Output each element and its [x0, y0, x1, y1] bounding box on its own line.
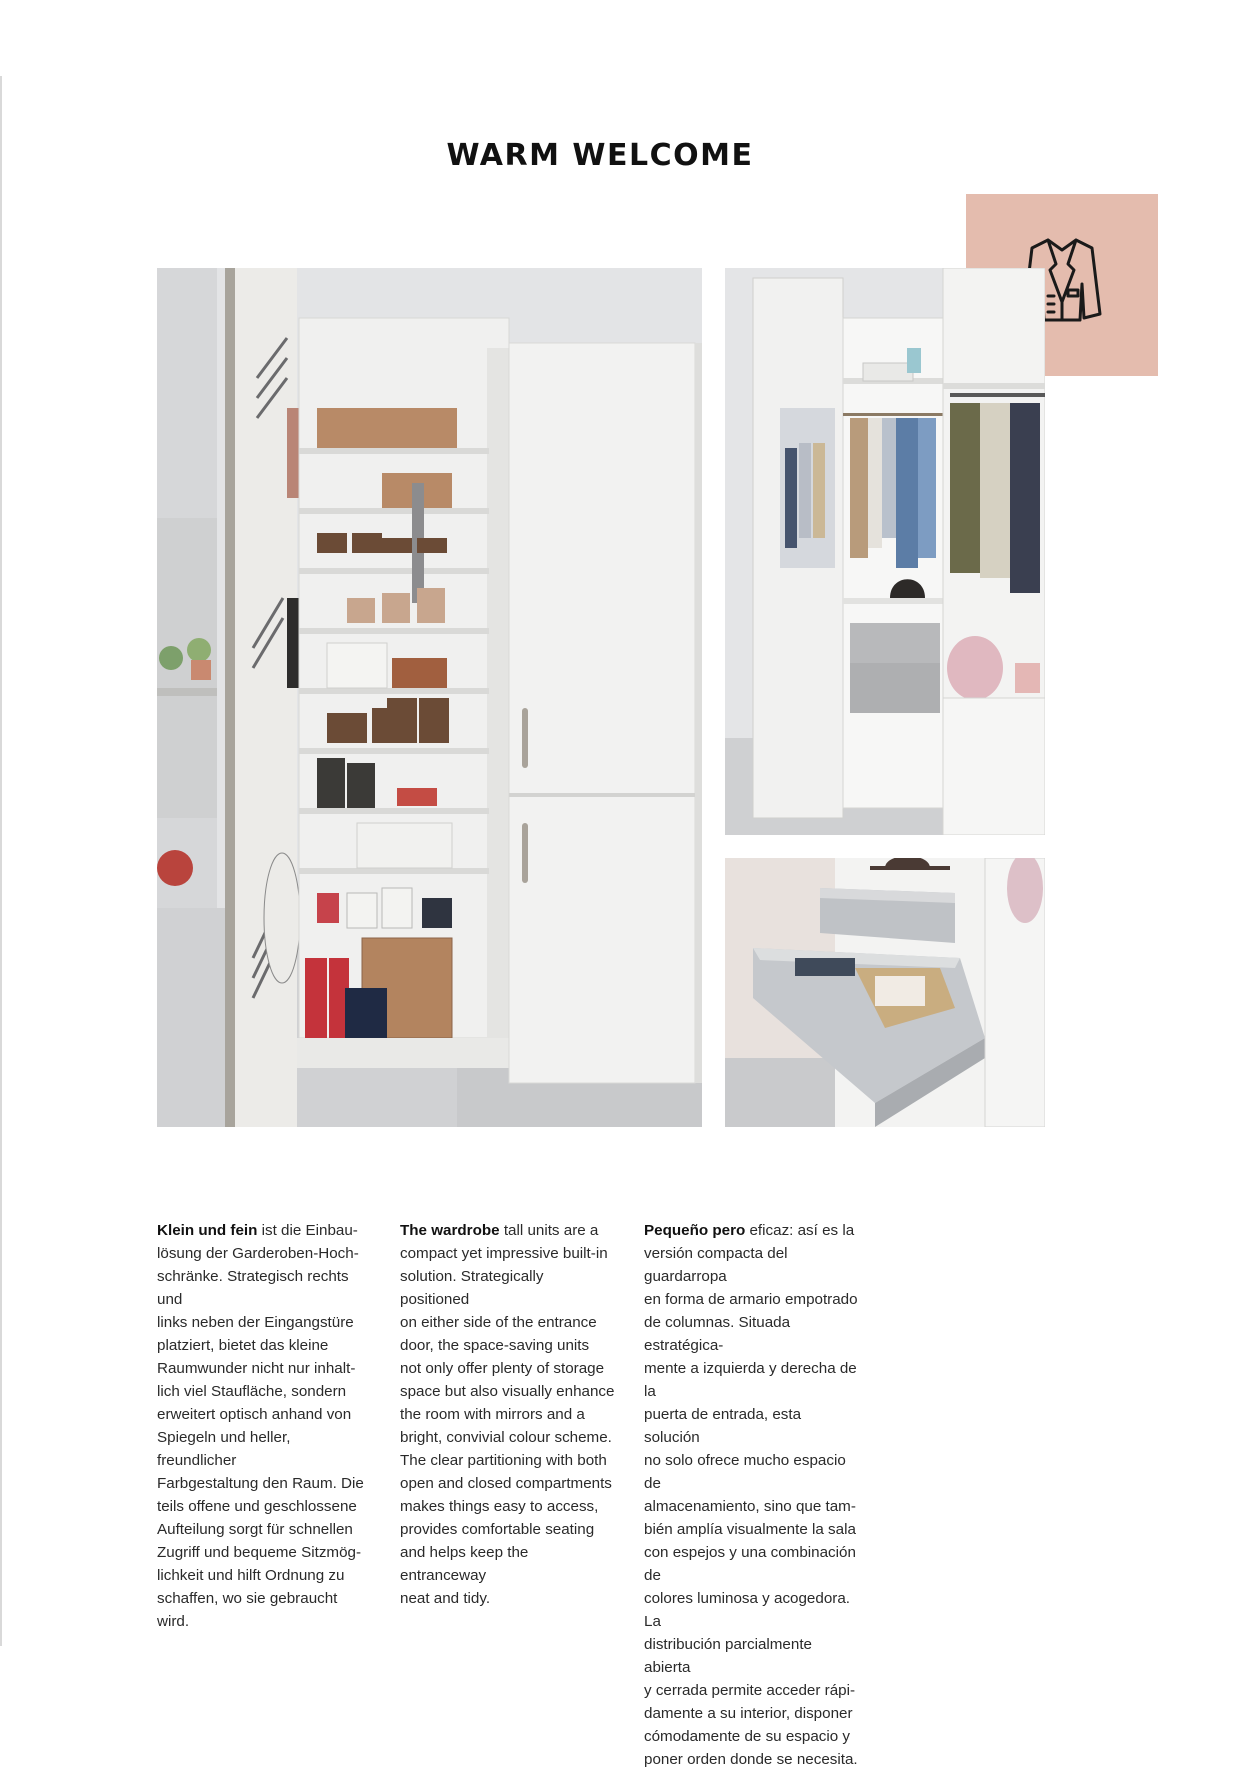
open-wardrobe-photo [725, 268, 1045, 835]
hallway-shoe-cabinet-photo [157, 268, 702, 1127]
text-column-spanish [644, 1219, 859, 1771]
lead-german: Klein und fein [157, 1222, 258, 1239]
page-edge-line [0, 76, 2, 1646]
paragraph-german: Klein und fein ist die Einbau- lösung der Garderoben-Hoch- schränke. Strategisch rechts und links neben der Eingangstüre platziert, bietet das kleine Raumwunder nicht nur inhalt- lich viel Staufläche, sondern erweitert optisch anhand von Spiegeln und heller, freundlicher Farbgestaltung den Raum. Die teils offene und geschlossene Aufteilung sorgt für schnellen Zugriff und bequeme Sitzmög- lichkeit und hilft Ordnung zu schaffen, wo sie gebraucht wird. [157, 1222, 364, 1630]
text-column-german [157, 1219, 372, 1633]
page-title: WARM WELCOME [446, 138, 754, 174]
paragraph-spanish: Pequeño pero eficaz: así es la versión compacta del guardarropa en forma de armario empotrado de columnas. Situada estratégica- mente a izquierda y derecha de la puerta de entrada, esta solución no solo ofrece mucho espacio de almacenamiento, sino que tam- bién amplía visualmente la sala con espejos y una combinación de colores luminosa y acogedora. La distribución parcialmente abierta y cerrada permite acceder rápi- damente a su interior, disponer cómodamente de su espacio y poner orden donde se necesita. [644, 1222, 858, 1768]
lead-spanish: Pequeño pero [644, 1222, 746, 1239]
text-column-english [400, 1219, 615, 1610]
paragraph-english: The wardrobe tall units are a compact yet impressive built-in solution. Strategically positioned on either side of the entrance door, the space-saving units not only offer plenty of storage space but also visually enhance the room with mirrors and a bright, convivial colour scheme. The clear partitioning with both open and closed compartments makes things easy to access, provides comfortable seating and helps keep the entranceway neat and tidy. [400, 1222, 615, 1607]
lead-english: The wardrobe [400, 1222, 500, 1239]
wardrobe-drawers-photo [725, 858, 1045, 1127]
